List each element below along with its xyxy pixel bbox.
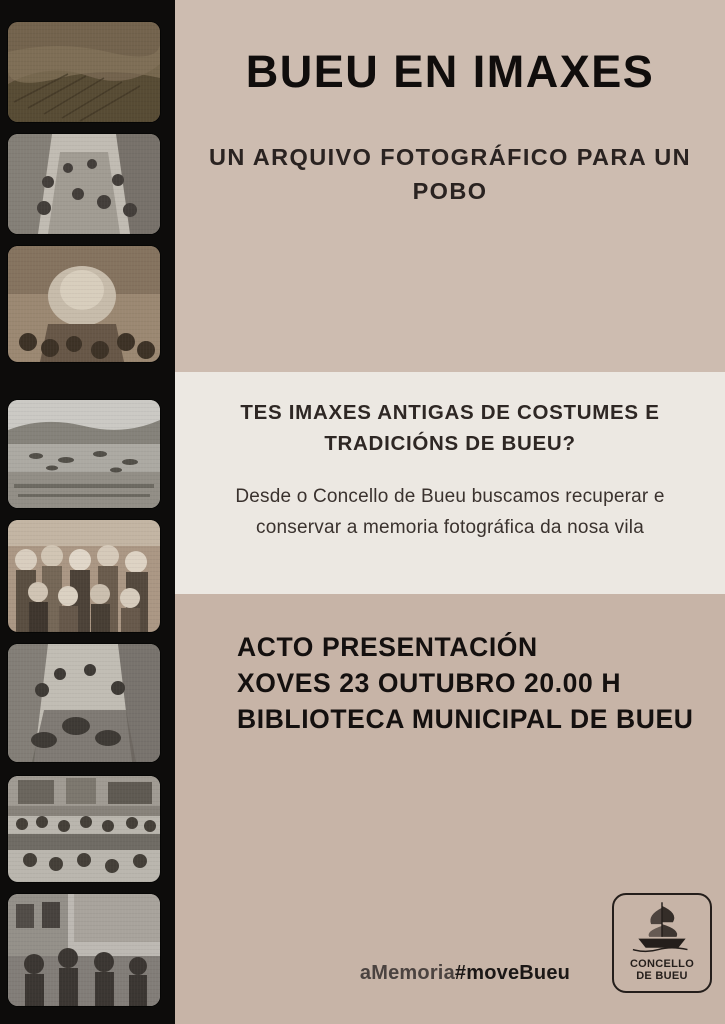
list-item (8, 894, 160, 1006)
sailing-ship-icon (614, 895, 710, 955)
poster-subtitle: UN ARQUIVO FOTOGRÁFICO PARA UN POBO (209, 144, 691, 205)
list-item (8, 776, 160, 882)
logo-text (614, 958, 710, 983)
list-item (8, 22, 160, 122)
logo-line-2: DE BUEU (636, 970, 688, 983)
hashtag-movebueu: #moveBueu (454, 962, 571, 984)
list-item (8, 134, 160, 234)
filmstrip (0, 0, 175, 1024)
logo-line-1: CONCELLO (629, 957, 695, 970)
hashtag-memoria: aMemoria (359, 962, 455, 984)
event-line-3: BIBLIOTECA MUNICIPAL DE BUEU (237, 703, 694, 734)
page-title: BUEU EN IMAXES (245, 46, 655, 97)
list-item (8, 644, 160, 762)
poster-content (175, 0, 725, 1024)
hashtags (315, 962, 615, 985)
list-item (8, 520, 160, 632)
event-details (237, 630, 697, 737)
description-text: Desde o Concello de Bueu buscamos recuperar e conservar a memoria fotográfica da nosa vila (235, 486, 665, 538)
event-line-1: ACTO PRESENTACIÓN (237, 632, 538, 662)
logo-concello-de-bueu (612, 893, 712, 993)
list-item (8, 246, 160, 362)
question-text: TES IMAXES ANTIGAS DE COSTUMES E TRADICIÓNS DE BUEU? (240, 401, 660, 455)
list-item (8, 400, 160, 508)
event-line-2: XOVES 23 OUTUBRO 20.00 H (237, 667, 622, 698)
